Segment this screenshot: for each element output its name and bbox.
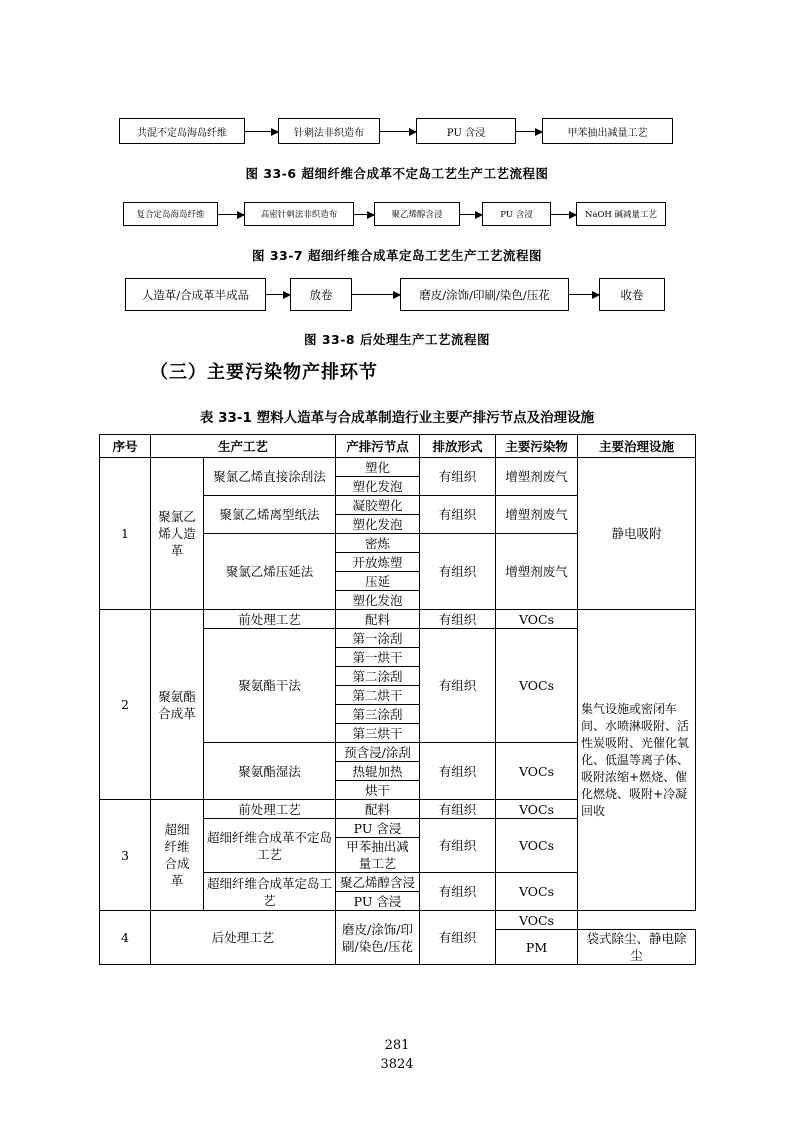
pollutant: VOCs — [496, 743, 578, 800]
flow-step: 复合定岛海岛纤维 — [123, 202, 218, 226]
row-number: 3 — [100, 800, 151, 911]
node: 磨皮/涂饰/印刷/染色/压花 — [336, 911, 420, 965]
flow-step: PU 含浸 — [416, 118, 516, 144]
node: 塑化发泡 — [336, 515, 420, 534]
pollutant: 增塑剂废气 — [496, 458, 578, 496]
flow-step: 磨皮/涂饰/印刷/染色/压花 — [400, 278, 569, 311]
row-number: 2 — [100, 610, 151, 800]
node: PU 含浸 — [336, 819, 420, 838]
node: 第一烘干 — [336, 648, 420, 667]
arrow-icon — [245, 131, 278, 132]
page-number — [0, 1036, 794, 1074]
treatment: 袋式除尘、静电除尘 — [578, 930, 696, 965]
header-cell: 序号 — [100, 435, 151, 458]
node: PU 含浸 — [336, 892, 420, 911]
emission-form: 有组织 — [420, 743, 496, 800]
node: 塑化发泡 — [336, 591, 420, 610]
flow-step: 甲苯抽出减量工艺 — [542, 118, 673, 144]
node: 压延 — [336, 572, 420, 591]
flow-step: 放卷 — [290, 278, 352, 311]
figure-caption: 图 33-6 超细纤维合成革不定岛工艺生产工艺流程图 — [245, 166, 549, 181]
node: 塑化发泡 — [336, 477, 420, 496]
table-row — [100, 610, 696, 629]
node: 烘干 — [336, 781, 420, 800]
header-cell: 产排污节点 — [336, 435, 420, 458]
header-cell: 主要污染物 — [496, 435, 578, 458]
arrow-icon — [354, 214, 374, 215]
emission-form: 有组织 — [420, 800, 496, 819]
arrow-icon — [551, 214, 576, 215]
pollutant: VOCs — [496, 629, 578, 743]
product-type: 超细纤维合成革 — [151, 800, 204, 911]
emission-form: 有组织 — [420, 819, 496, 873]
table-caption: 表 33-1 塑料人造革与合成革制造行业主要产排污节点及治理设施 — [199, 410, 595, 426]
pollutant: VOCs — [496, 819, 578, 873]
flow-step: 收卷 — [599, 278, 665, 311]
treatment: 集气设施或密闭车间、水喷淋吸附、活性炭吸附、光催化氧化、低温等离子体、吸附浓缩+燃烧、催化燃烧、吸附+冷凝回收 — [578, 610, 696, 911]
figure-caption: 图 33-7 超细纤维合成革定岛工艺生产工艺流程图 — [252, 248, 542, 263]
treatment: 静电吸附 — [578, 458, 696, 610]
flow-step: 共混不定岛海岛纤维 — [119, 118, 245, 144]
process: 超细纤维合成革定岛工艺 — [204, 873, 336, 911]
node: 塑化 — [336, 458, 420, 477]
pollution-table — [99, 434, 696, 965]
figure-caption: 图 33-8 后处理生产工艺流程图 — [304, 332, 490, 347]
page-number-secondary: 3824 — [380, 1057, 414, 1072]
pollutant: VOCs — [496, 911, 578, 930]
arrow-icon — [352, 294, 400, 295]
node: 第三烘干 — [336, 724, 420, 743]
flow-step: 高密针刺法非织造布 — [244, 202, 354, 226]
node: 第二涂刮 — [336, 667, 420, 686]
node: 聚乙烯醇含浸 — [336, 873, 420, 892]
arrow-icon — [218, 214, 244, 215]
node: 第三涂刮 — [336, 705, 420, 724]
header-cell: 排放形式 — [420, 435, 496, 458]
flow-step: 针刺法非织造布 — [278, 118, 380, 144]
flow-step: 人造革/合成革半成品 — [125, 278, 266, 311]
pollutant: 增塑剂废气 — [496, 534, 578, 610]
node: 配料 — [336, 610, 420, 629]
emission-form: 有组织 — [420, 629, 496, 743]
arrow-icon — [516, 131, 542, 132]
process: 聚氨酯湿法 — [204, 743, 336, 800]
emission-form: 有组织 — [420, 496, 496, 534]
flow-step: 聚乙烯醇含浸 — [374, 202, 460, 226]
pollutant: VOCs — [496, 610, 578, 629]
arrow-icon — [380, 131, 416, 132]
process: 聚氯乙烯直接涂刮法 — [204, 458, 336, 496]
flow-step: PU 含浸 — [482, 202, 551, 226]
node: 第二烘干 — [336, 686, 420, 705]
arrow-icon — [460, 214, 482, 215]
pollutant: VOCs — [496, 800, 578, 819]
node: 热辊加热 — [336, 762, 420, 781]
emission-form: 有组织 — [420, 458, 496, 496]
row-number: 1 — [100, 458, 151, 610]
pollutant: VOCs — [496, 873, 578, 911]
row-number: 4 — [100, 911, 151, 965]
flow-step: NaOH 碱减量工艺 — [576, 202, 666, 226]
process: 前处理工艺 — [204, 800, 336, 819]
emission-form: 有组织 — [420, 911, 496, 965]
process: 后处理工艺 — [151, 911, 336, 965]
node: 凝胶塑化 — [336, 496, 420, 515]
pollutant: 增塑剂废气 — [496, 496, 578, 534]
process: 聚氨酯干法 — [204, 629, 336, 743]
page-number-primary: 281 — [384, 1038, 410, 1053]
pollutant: PM — [496, 930, 578, 965]
node: 密炼 — [336, 534, 420, 553]
node: 甲苯抽出减量工艺 — [336, 838, 420, 873]
node: 开放炼塑 — [336, 553, 420, 572]
header-cell: 生产工艺 — [151, 435, 336, 458]
table-row — [100, 911, 696, 930]
emission-form: 有组织 — [420, 873, 496, 911]
product-type: 聚氨酯合成革 — [151, 610, 204, 800]
node: 第一涂刮 — [336, 629, 420, 648]
table-row — [100, 458, 696, 477]
process: 超细纤维合成革不定岛工艺 — [204, 819, 336, 873]
product-type: 聚氯乙烯人造革 — [151, 458, 204, 610]
table-header-row — [100, 435, 696, 458]
node: 预含浸/涂刮 — [336, 743, 420, 762]
emission-form: 有组织 — [420, 534, 496, 610]
arrow-icon — [569, 294, 599, 295]
node: 配料 — [336, 800, 420, 819]
section-title: （三）主要污染物产排环节 — [150, 362, 378, 383]
header-cell: 主要治理设施 — [578, 435, 696, 458]
process: 聚氯乙烯离型纸法 — [204, 496, 336, 534]
process: 前处理工艺 — [204, 610, 336, 629]
arrow-icon — [266, 294, 290, 295]
emission-form: 有组织 — [420, 610, 496, 629]
process: 聚氯乙烯压延法 — [204, 534, 336, 610]
